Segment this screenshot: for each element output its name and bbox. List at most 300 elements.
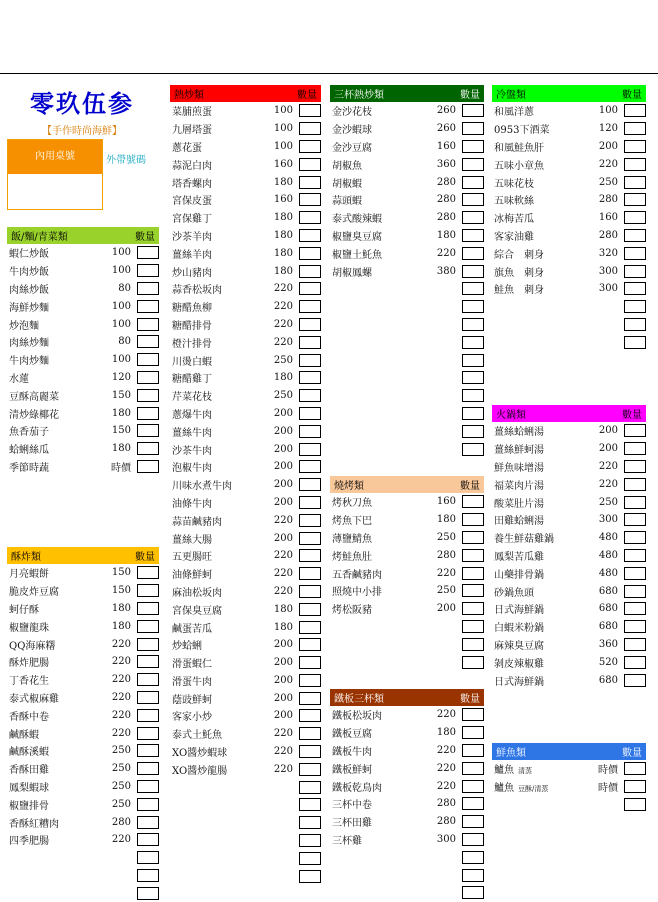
menu-item-price: 200: [598, 140, 618, 152]
section-header: [7, 547, 159, 564]
menu-item-price: 250: [273, 390, 293, 402]
quantity-box[interactable]: [462, 869, 484, 882]
quantity-box[interactable]: [462, 176, 484, 189]
menu-item-price: 200: [273, 461, 293, 473]
quantity-box[interactable]: [624, 265, 646, 278]
quantity-box[interactable]: [299, 585, 321, 598]
quantity-box[interactable]: [624, 300, 646, 313]
quantity-box[interactable]: [299, 265, 321, 278]
quantity-box[interactable]: [462, 407, 484, 420]
section-header: [492, 743, 646, 760]
menu-item-name: 薄鹽鯖魚: [332, 533, 372, 545]
menu-item-name: 四季肥腸: [9, 836, 49, 848]
quantity-box[interactable]: [137, 300, 159, 313]
menu-item-price: 220: [273, 568, 293, 580]
menu-item-price: 80: [118, 282, 131, 294]
menu-item-name: 清炒綠椰花: [9, 409, 59, 421]
quantity-box[interactable]: [299, 229, 321, 242]
quantity-box[interactable]: [137, 566, 159, 579]
menu-item-name: 香酥中卷: [9, 711, 49, 723]
menu-item-row: [492, 209, 646, 227]
menu-item-row: [330, 405, 484, 423]
menu-item-row: [170, 778, 321, 796]
quantity-box[interactable]: [624, 460, 646, 473]
menu-item-price: 280: [598, 229, 618, 241]
section-ironplate: [330, 689, 484, 902]
quantity-box[interactable]: [462, 247, 484, 260]
section-threecup: [330, 85, 484, 458]
quantity-box[interactable]: [624, 602, 646, 615]
quantity-box[interactable]: [624, 140, 646, 153]
quantity-box[interactable]: [137, 282, 159, 295]
quantity-box[interactable]: [137, 816, 159, 829]
quantity-box[interactable]: [462, 833, 484, 846]
section-title: 燒烤類: [334, 481, 364, 492]
quantity-box[interactable]: [137, 353, 159, 366]
quantity-box[interactable]: [462, 265, 484, 278]
menu-item-name: XO醬炒龍腸: [172, 765, 228, 777]
quantity-box[interactable]: [299, 727, 321, 740]
menu-item-name: 炒蛤蜊: [172, 641, 202, 653]
menu-item-name: 旗魚 刺身: [494, 267, 544, 279]
quantity-box[interactable]: [624, 585, 646, 598]
menu-item-name: 日式海鮮鍋: [494, 676, 544, 688]
menu-item-row: [7, 297, 159, 315]
quantity-box[interactable]: [299, 443, 321, 456]
menu-item-row: [330, 529, 484, 547]
quantity-box[interactable]: [137, 389, 159, 402]
quantity-box[interactable]: [137, 798, 159, 811]
menu-item-price: 200: [273, 692, 293, 704]
menu-item-name: 金沙豆腐: [332, 142, 372, 154]
menu-item-row: [170, 298, 321, 316]
quantity-box[interactable]: [299, 656, 321, 669]
quantity-box[interactable]: [299, 193, 321, 206]
menu-item-row: [330, 191, 484, 209]
quantity-box[interactable]: [137, 780, 159, 793]
menu-item-price: 220: [273, 318, 293, 330]
quantity-box[interactable]: [462, 886, 484, 899]
menu-item-price: 180: [273, 603, 293, 615]
menu-item-price: 200: [598, 425, 618, 437]
quantity-box[interactable]: [137, 371, 159, 384]
section-title: 酥炸類: [11, 552, 41, 563]
menu-item-name: 豆酥高麗菜: [9, 391, 59, 403]
menu-item-price: 180: [111, 620, 131, 632]
menu-item-row: [170, 440, 321, 458]
menu-item-row: [330, 600, 484, 618]
menu-item-row: [170, 369, 321, 387]
quantity-box[interactable]: [137, 335, 159, 348]
menu-item-price: 180: [273, 176, 293, 188]
quantity-box[interactable]: [462, 282, 484, 295]
menu-item-name: 牛肉炒飯: [9, 267, 49, 279]
quantity-box[interactable]: [462, 513, 484, 526]
restaurant-tagline: 【手作時尚海鮮】: [42, 126, 122, 137]
quantity-box[interactable]: [137, 691, 159, 704]
quantity-box[interactable]: [137, 442, 159, 455]
quantity-box[interactable]: [462, 602, 484, 615]
menu-item-name: 蒜香松坂肉: [172, 285, 222, 297]
section-header: [170, 85, 321, 102]
quantity-box[interactable]: [137, 602, 159, 615]
quantity-box[interactable]: [624, 496, 646, 509]
menu-item-price: 100: [598, 105, 618, 117]
quantity-box[interactable]: [299, 709, 321, 722]
dine-in-table-field[interactable]: [8, 174, 102, 209]
menu-item-price: 480: [598, 532, 618, 544]
quantity-box[interactable]: [137, 727, 159, 740]
quantity-box[interactable]: [137, 833, 159, 846]
menu-item-row: [7, 422, 159, 440]
quantity-box[interactable]: [299, 122, 321, 135]
menu-item-row: [330, 369, 484, 387]
menu-item-row: [170, 120, 321, 138]
menu-item-name: 蒜泥白肉: [172, 160, 212, 172]
menu-item-name: 炒山豬肉: [172, 267, 212, 279]
quantity-box[interactable]: [624, 229, 646, 242]
quantity-box[interactable]: [137, 638, 159, 651]
quantity-box[interactable]: [299, 745, 321, 758]
brand-block: [12, 90, 152, 137]
quantity-box[interactable]: [462, 815, 484, 828]
menu-item-price: 280: [436, 194, 456, 206]
quantity-box[interactable]: [137, 424, 159, 437]
quantity-box[interactable]: [137, 673, 159, 686]
menu-item-price: 150: [111, 585, 131, 597]
quantity-box[interactable]: [299, 104, 321, 117]
quantity-box[interactable]: [462, 300, 484, 313]
menu-item-price: 680: [598, 674, 618, 686]
quantity-box[interactable]: [137, 709, 159, 722]
menu-item-name: 脆皮炸豆腐: [9, 587, 59, 599]
quantity-box[interactable]: [137, 762, 159, 775]
quantity-box[interactable]: [299, 425, 321, 438]
quantity-box[interactable]: [299, 176, 321, 189]
menu-item-name: 烤鮭魚肚: [332, 551, 372, 563]
quantity-box[interactable]: [462, 425, 484, 438]
menu-item-row: [492, 316, 646, 334]
quantity-box[interactable]: [137, 584, 159, 597]
quantity-box[interactable]: [624, 158, 646, 171]
menu-item-name: 蚵仔酥: [9, 604, 39, 616]
quantity-box[interactable]: [462, 531, 484, 544]
menu-item-name: 蔥爆牛肉: [172, 409, 212, 421]
menu-item-name: 季節時蔬: [9, 462, 49, 474]
quantity-box[interactable]: [624, 424, 646, 437]
quantity-box[interactable]: [299, 496, 321, 509]
quantity-box[interactable]: [462, 389, 484, 402]
quantity-box[interactable]: [624, 549, 646, 562]
quantity-box[interactable]: [299, 603, 321, 616]
quantity-box[interactable]: [624, 442, 646, 455]
menu-item-price: 250: [111, 780, 131, 792]
quantity-box[interactable]: [462, 371, 484, 384]
quantity-box[interactable]: [462, 656, 484, 669]
quantity-box[interactable]: [137, 869, 159, 882]
menu-item-price: 250: [436, 585, 456, 597]
menu-item-row: [170, 102, 321, 120]
quantity-box[interactable]: [624, 638, 646, 651]
quantity-box[interactable]: [299, 567, 321, 580]
quantity-box[interactable]: [299, 852, 321, 865]
menu-item-price: 220: [436, 247, 456, 259]
quantity-box[interactable]: [462, 620, 484, 633]
quantity-box[interactable]: [299, 870, 321, 883]
quantity-box[interactable]: [299, 460, 321, 473]
menu-item-price: 280: [111, 816, 131, 828]
menu-item-price: 100: [111, 318, 131, 330]
menu-item-price: 300: [598, 514, 618, 526]
menu-item-price: 180: [111, 407, 131, 419]
menu-item-name: 塔香螺肉: [172, 178, 212, 190]
menu-item-row: [330, 440, 484, 458]
menu-item-row: [7, 369, 159, 387]
menu-item-name: 油條鮮蚵: [172, 570, 212, 582]
quantity-box[interactable]: [462, 549, 484, 562]
quantity-box[interactable]: [462, 140, 484, 153]
quantity-box[interactable]: [137, 851, 159, 864]
menu-item-row: [170, 333, 321, 351]
quantity-box[interactable]: [624, 282, 646, 295]
menu-item-row: [170, 636, 321, 654]
quantity-box[interactable]: [137, 655, 159, 668]
menu-item-name: 芹菜花枝: [172, 392, 212, 404]
quantity-box[interactable]: [299, 140, 321, 153]
menu-item-row: [492, 636, 646, 654]
menu-item-price: 160: [436, 496, 456, 508]
menu-item-price: 100: [273, 123, 293, 135]
quantity-box[interactable]: [624, 478, 646, 491]
menu-item-price: 250: [436, 531, 456, 543]
quantity-box[interactable]: [299, 532, 321, 545]
quantity-box[interactable]: [462, 744, 484, 757]
quantity-box[interactable]: [624, 674, 646, 687]
menu-item-name: 香酥紅糟肉: [9, 818, 59, 830]
quantity-box[interactable]: [462, 638, 484, 651]
quantity-box[interactable]: [299, 674, 321, 687]
menu-item-row: [170, 316, 321, 334]
qty-column-label: 數量: [460, 481, 480, 492]
menu-item-row: [330, 706, 484, 724]
menu-item-name: 砂鍋魚頭: [494, 587, 534, 599]
menu-item-row: [492, 600, 646, 618]
menu-item-name: 魚香茄子: [9, 427, 49, 439]
quantity-box[interactable]: [299, 478, 321, 491]
quantity-box[interactable]: [299, 621, 321, 634]
menu-item-name: 酥炸肥腸: [9, 658, 49, 670]
quantity-box[interactable]: [462, 780, 484, 793]
quantity-box[interactable]: [299, 354, 321, 367]
menu-item-name: 五香鹹豬肉: [332, 569, 382, 581]
menu-item-name: 鹹酥溪蝦: [9, 747, 49, 759]
quantity-box[interactable]: [299, 389, 321, 402]
quantity-box[interactable]: [462, 567, 484, 580]
quantity-box[interactable]: [299, 692, 321, 705]
menu-item-price: 280: [436, 816, 456, 828]
menu-item-row: [170, 743, 321, 761]
quantity-box[interactable]: [299, 371, 321, 384]
menu-item-name: 肉絲炒麵: [9, 338, 49, 350]
menu-item-price: 250: [598, 496, 618, 508]
menu-item-name: 薑絲大腸: [172, 534, 212, 546]
menu-item-price: 120: [598, 123, 618, 135]
quantity-box[interactable]: [299, 158, 321, 171]
quantity-box[interactable]: [299, 211, 321, 224]
dine-in-label: 內用桌號: [8, 140, 102, 174]
takeout-number-label: 外帶號碼: [106, 155, 146, 166]
quantity-box[interactable]: [299, 318, 321, 331]
menu-item-price: 100: [111, 265, 131, 277]
quantity-box[interactable]: [624, 318, 646, 331]
quantity-box[interactable]: [624, 104, 646, 117]
menu-item-price: 200: [273, 639, 293, 651]
quantity-box[interactable]: [299, 781, 321, 794]
menu-item-name: 橙汁排骨: [172, 338, 212, 350]
menu-item-name: 丁香花生: [9, 676, 49, 688]
menu-item-name: 胡椒魚: [332, 160, 362, 172]
section-grill: [330, 476, 484, 671]
quantity-box[interactable]: [624, 656, 646, 669]
menu-item-name: 照燒中小排: [332, 587, 382, 599]
quantity-box[interactable]: [299, 247, 321, 260]
menu-item-row: [330, 653, 484, 671]
quantity-box[interactable]: [137, 460, 159, 473]
quantity-box[interactable]: [137, 264, 159, 277]
quantity-box[interactable]: [137, 246, 159, 259]
quantity-box[interactable]: [299, 549, 321, 562]
quantity-box[interactable]: [462, 211, 484, 224]
quantity-box[interactable]: [462, 443, 484, 456]
quantity-box[interactable]: [299, 514, 321, 527]
menu-item-row: [170, 351, 321, 369]
menu-item-name: 和風鮭魚肝: [494, 142, 544, 154]
quantity-box[interactable]: [462, 851, 484, 864]
menu-item-row: [170, 707, 321, 725]
menu-item-price: 250: [598, 176, 618, 188]
restaurant-name: 零玖伍参: [30, 89, 134, 118]
menu-item-row: [170, 867, 321, 885]
quantity-box[interactable]: [462, 797, 484, 810]
quantity-box[interactable]: [462, 584, 484, 597]
menu-item-row: [492, 191, 646, 209]
menu-item-name: 蝦仁炒飯: [9, 249, 49, 261]
quantity-box[interactable]: [462, 193, 484, 206]
menu-item-price: 220: [436, 762, 456, 774]
menu-item-note: 豆酥/清蒸: [518, 785, 549, 794]
menu-item-price: 200: [273, 657, 293, 669]
quantity-box[interactable]: [462, 104, 484, 117]
quantity-box[interactable]: [299, 282, 321, 295]
menu-item-name: 月亮蝦餅: [9, 569, 49, 581]
quantity-box[interactable]: [624, 798, 646, 811]
menu-item-name: 椒鹽龍珠: [9, 622, 49, 634]
qty-column-label: 數量: [135, 552, 155, 563]
menu-item-row: [7, 884, 159, 902]
menu-item-price: 180: [111, 443, 131, 455]
quantity-box[interactable]: [462, 762, 484, 775]
menu-item-row: [170, 529, 321, 547]
menu-item-price: 150: [111, 389, 131, 401]
menu-item-price: 150: [111, 567, 131, 579]
quantity-box[interactable]: [462, 158, 484, 171]
quantity-box[interactable]: [624, 193, 646, 206]
menu-item-name: 鳳梨蝦球: [9, 782, 49, 794]
quantity-box[interactable]: [624, 762, 646, 775]
menu-item-name: 酸菜肚片湯: [494, 498, 544, 510]
quantity-box[interactable]: [462, 726, 484, 739]
quantity-box[interactable]: [462, 336, 484, 349]
quantity-box[interactable]: [299, 336, 321, 349]
quantity-box[interactable]: [624, 531, 646, 544]
menu-item-row: [330, 120, 484, 138]
menu-item-row: [492, 422, 646, 440]
quantity-box[interactable]: [299, 834, 321, 847]
quantity-box[interactable]: [462, 495, 484, 508]
menu-item-row: [7, 849, 159, 867]
menu-item-name: 山藥排骨鍋: [494, 569, 544, 581]
quantity-box[interactable]: [462, 122, 484, 135]
quantity-box[interactable]: [462, 318, 484, 331]
menu-item-row: [330, 298, 484, 316]
menu-item-price: 220: [598, 460, 618, 472]
quantity-box[interactable]: [624, 247, 646, 260]
quantity-box[interactable]: [624, 513, 646, 526]
menu-item-row: [7, 262, 159, 280]
menu-item-row: [330, 546, 484, 564]
quantity-box[interactable]: [137, 744, 159, 757]
quantity-box[interactable]: [299, 763, 321, 776]
section-fresh: [492, 743, 646, 813]
menu-item-price: 260: [436, 105, 456, 117]
quantity-box[interactable]: [137, 620, 159, 633]
quantity-box[interactable]: [624, 620, 646, 633]
quantity-box[interactable]: [624, 780, 646, 793]
quantity-box[interactable]: [624, 176, 646, 189]
menu-item-price: 160: [273, 194, 293, 206]
quantity-box[interactable]: [299, 300, 321, 313]
menu-item-name: 鳳梨苦瓜雞: [494, 551, 544, 563]
menu-item-name: 宮保雞丁: [172, 214, 212, 226]
quantity-box[interactable]: [137, 407, 159, 420]
menu-item-row: [330, 759, 484, 777]
top-divider: [0, 73, 658, 74]
quantity-box[interactable]: [299, 798, 321, 811]
menu-item-name: 胡椒蝦: [332, 178, 362, 190]
menu-item-row: [330, 795, 484, 813]
quantity-box[interactable]: [299, 638, 321, 651]
quantity-box[interactable]: [299, 816, 321, 829]
menu-item-row: [330, 493, 484, 511]
menu-item-row: [492, 138, 646, 156]
menu-item-row: [492, 333, 646, 351]
menu-item-price: 280: [436, 798, 456, 810]
menu-item-name: 鹹蛋苦瓜: [172, 623, 212, 635]
quantity-box[interactable]: [299, 407, 321, 420]
quantity-box[interactable]: [624, 122, 646, 135]
quantity-box[interactable]: [462, 354, 484, 367]
menu-item-price: 100: [273, 105, 293, 117]
quantity-box[interactable]: [462, 229, 484, 242]
quantity-box[interactable]: [137, 318, 159, 331]
quantity-box[interactable]: [624, 211, 646, 224]
menu-item-row: [492, 760, 646, 778]
quantity-box[interactable]: [624, 336, 646, 349]
menu-item-name: 宮保臭豆腐: [172, 605, 222, 617]
menu-item-price: 120: [111, 371, 131, 383]
quantity-box[interactable]: [624, 567, 646, 580]
quantity-box[interactable]: [462, 708, 484, 721]
